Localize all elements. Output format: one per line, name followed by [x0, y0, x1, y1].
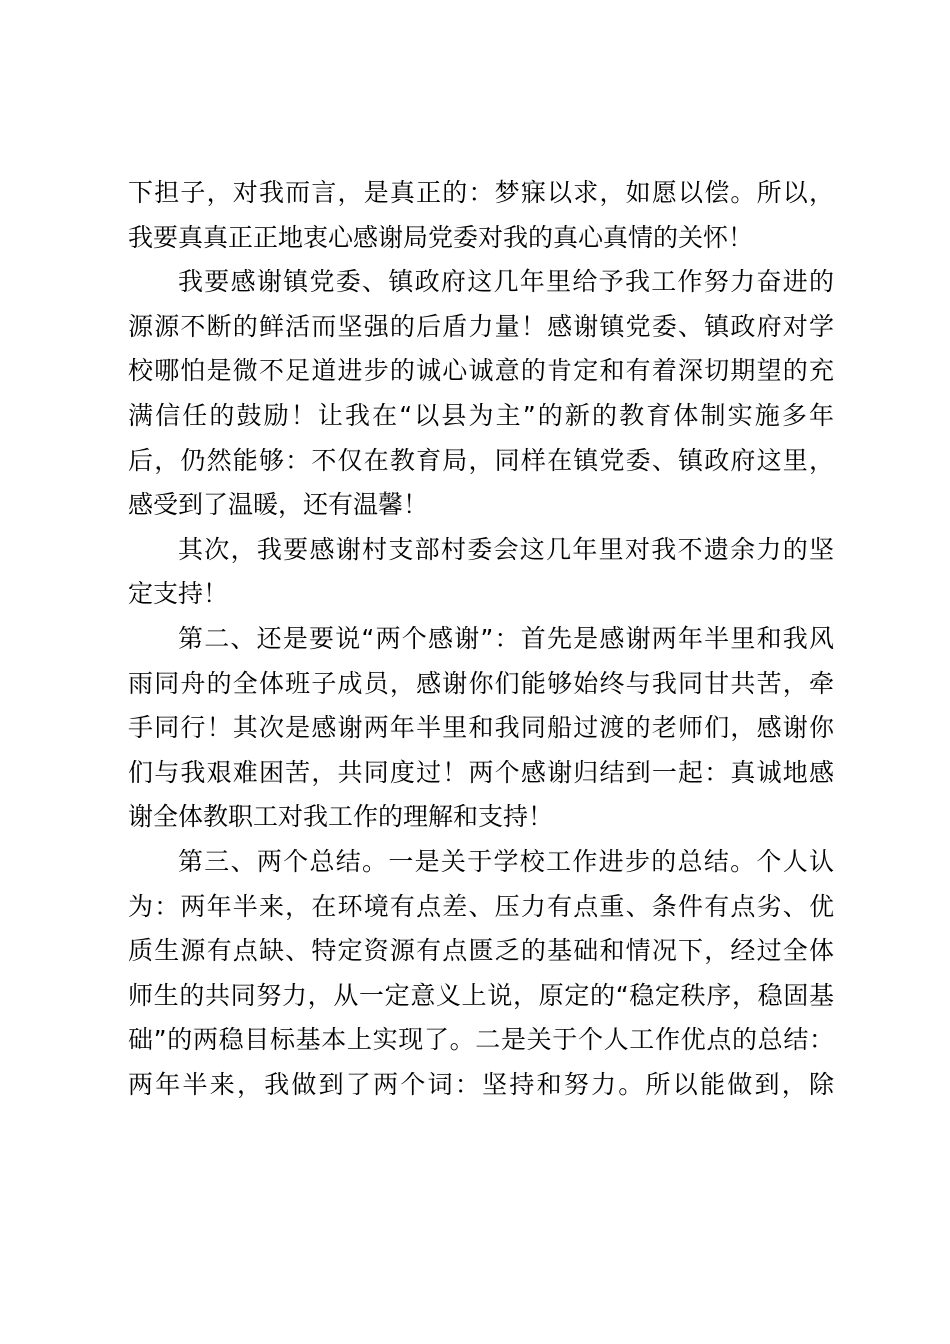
text-line: 第三、两个总结。一是关于学校工作进步的总结。个人认	[178, 846, 834, 876]
text-line: 雨同舟的全体班子成员，感谢你们能够始终与我同甘共苦，牵	[128, 668, 834, 698]
text-line: 谢全体教职工对我工作的理解和支持！	[128, 802, 554, 832]
text-line: 后，仍然能够：不仅在教育局，同样在镇党委、镇政府这里，	[128, 445, 834, 475]
text-line: 源源不断的鲜活而坚强的后盾力量！感谢镇党委、镇政府对学	[128, 311, 834, 341]
document-body	[128, 171, 834, 1107]
text-line: 我要感谢镇党委、镇政府这几年里给予我工作努力奋进的	[178, 267, 834, 297]
text-line: 下担子，对我而言，是真正的：梦寐以求，如愿以偿。所以，	[128, 178, 834, 207]
text-line: 两年半来，我做到了两个词：坚持和努力。所以能做到，除	[128, 1069, 834, 1099]
text-line: 我要真真正正地衷心感谢局党委对我的真心真情的关怀！	[128, 222, 754, 252]
text-line: 第二、还是要说“两个感谢”：首先是感谢两年半里和我风	[178, 623, 834, 653]
text-line: 为：两年半来，在环境有点差、压力有点重、条件有点劣、优	[128, 891, 834, 921]
text-line: 满信任的鼓励！让我在“以县为主”的新的教育体制实施多年	[128, 400, 834, 430]
text-line: 校哪怕是微不足道进步的诚心诚意的肯定和有着深切期望的充	[128, 356, 834, 386]
text-line: 师生的共同努力，从一定意义上说，原定的“稳定秩序，稳固基	[128, 980, 834, 1010]
text-line: 感受到了温暖，还有温馨！	[128, 490, 429, 520]
text-line: 定支持！	[128, 579, 229, 609]
text-line: 础”的两稳目标基本上实现了。二是关于个人工作优点的总结：	[128, 1025, 834, 1055]
text-line: 质生源有点缺、特定资源有点匮乏的基础和情况下，经过全体	[128, 936, 834, 966]
text-line: 其次，我要感谢村支部村委会这几年里对我不遗余力的坚	[178, 534, 834, 564]
text-line: 手同行！其次是感谢两年半里和我同船过渡的老师们，感谢你	[128, 713, 834, 743]
text-line: 们与我艰难困苦，共同度过！两个感谢归结到一起：真诚地感	[128, 757, 834, 787]
